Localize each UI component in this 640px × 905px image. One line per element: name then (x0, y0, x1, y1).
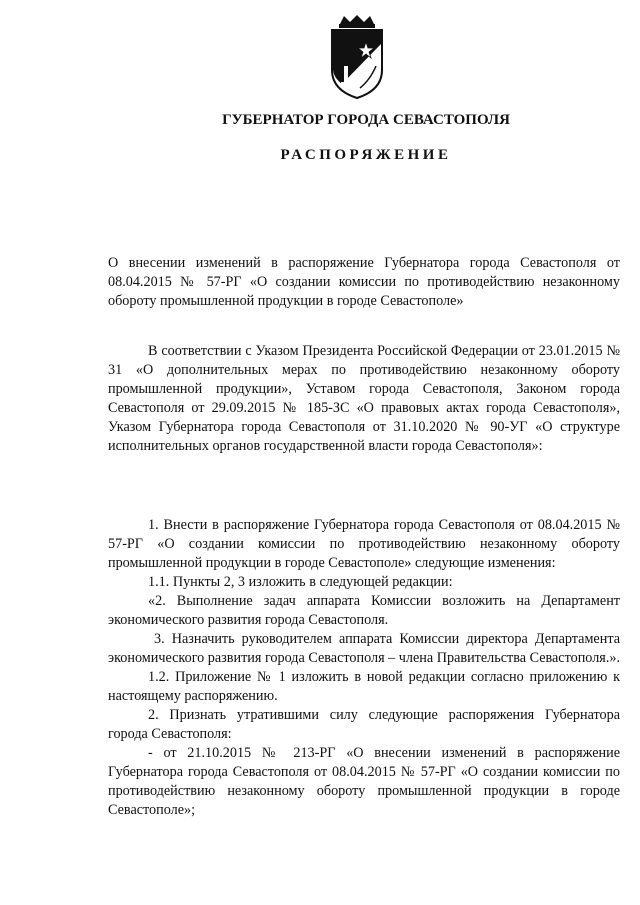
paragraph-2: 2. Признать утратившими силу следующие распоряжения Губернатора города Севастополя: (108, 707, 620, 742)
coat-of-arms-icon (322, 14, 392, 100)
issuer-title: ГУБЕРНАТОР ГОРОДА СЕВАСТОПОЛЯ (222, 112, 510, 128)
paragraph-1: 1. Внести в распоряжение Губернатора города Севастополя от 08.04.2015 № 57-РГ «О создании комиссии по противодействию незаконному обороту промышленной продукции в городе Севастополе» следующие изменения: (108, 517, 620, 571)
paragraph-1-1: 1.1. Пункты 2, 3 изложить в следующей редакции: (148, 574, 453, 590)
paragraph-1-2: 1.2. Приложение № 1 изложить в новой редакции согласно приложению к настоящему распоряжению. (108, 669, 620, 704)
paragraph-1-1-a: «2. Выполнение задач аппарата Комиссии возложить на Департамент экономического развития города Севастополя. (108, 593, 620, 628)
document-type: РАСПОРЯЖЕНИЕ (280, 147, 452, 163)
preamble (108, 342, 620, 456)
paragraph-1-1-b: 3. Назначить руководителем аппарата Комиссии директора Департамента экономического развития города Севастополя – члена Правительства Севастополя.». (108, 631, 621, 666)
document-subject (108, 254, 620, 311)
paragraph-2-a: - от 21.10.2015 № 213-РГ «О внесении изменений в распоряжение Губернатора города Севастополя от 08.04.2015 № 57-РГ «О создании комиссии по противодействию незаконному обороту промышленной продукции в городе Севастополе»; (108, 745, 620, 818)
document-body (108, 516, 620, 820)
subject-text: О внесении изменений в распоряжение Губернатора города Севастополя от 08.04.2015 № 57-РГ «О создании комиссии по противодействию незаконному обороту промышленной продукции в городе Севастополе» (108, 255, 620, 309)
preamble-text: В соответствии с Указом Президента Российской Федерации от 23.01.2015 № 31 «О дополнительных мерах по противодействию незаконному обороту промышленной продукции», Уставом города Севастополя, Законом города Севастополя от 29.09.2015 № 185-ЗС «О правовых актах города Севастополя», Указом Губернатора города Севастополя от 31.10.2020 № 90-УГ «О структуре исполнительных органов государственной власти города Севастополя»: (108, 343, 620, 454)
